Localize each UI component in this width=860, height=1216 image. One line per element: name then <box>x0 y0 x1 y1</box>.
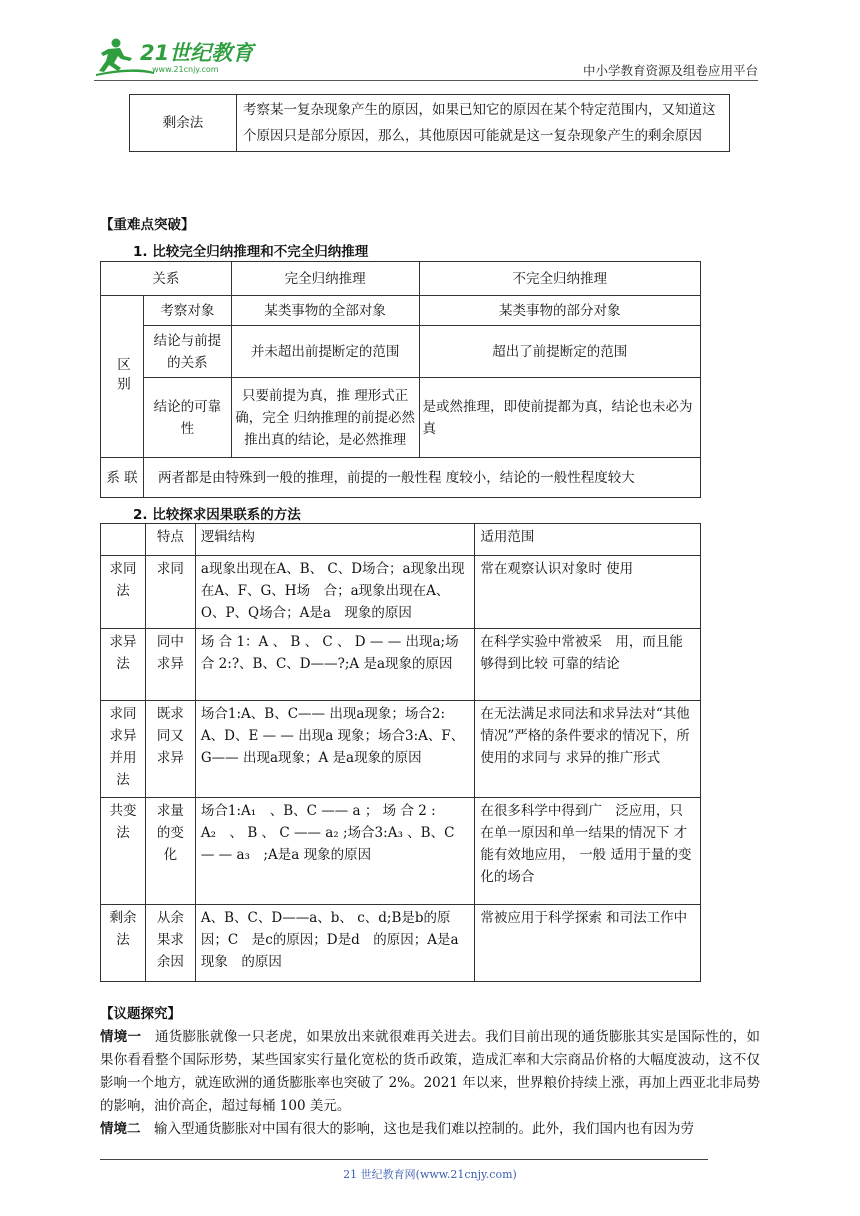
method-name: 求异法 <box>101 629 146 701</box>
row-incomplete: 是或然推理，即使前提都为真，结论也未必为真 <box>419 378 701 458</box>
table-row <box>101 296 701 326</box>
method-structure: 场 合 1：A 、 B 、 C 、 D — — 出现a;场合 2:?、B、C、D——?;A 是a现象的原因 <box>195 629 475 701</box>
method-name: 剩余法 <box>101 905 146 982</box>
row-item: 考察对象 <box>143 296 231 326</box>
table-header-row <box>101 262 701 296</box>
scenario-one-label: 情境一 <box>100 1029 142 1045</box>
table-row <box>101 556 701 629</box>
method-name: 求同法 <box>101 556 146 629</box>
header-incomplete: 不完全归纳推理 <box>419 262 701 296</box>
subheading-induction: 1. 比较完全归纳推理和不完全归纳推理 <box>133 244 369 260</box>
method-feature: 既求同又求异 <box>145 701 195 798</box>
header-structure: 逻辑结构 <box>195 524 475 556</box>
method-name: 共变法 <box>101 798 146 905</box>
logo-url: www.21cnjy.com <box>152 65 219 74</box>
header-divider <box>94 80 758 81</box>
footer-divider <box>100 1159 708 1160</box>
remainder-method-table <box>129 94 730 152</box>
scenario-one <box>100 1026 760 1118</box>
method-feature: 求量的变化 <box>145 798 195 905</box>
table-row <box>101 701 701 798</box>
diff-label: 区别 <box>101 296 144 458</box>
table-row <box>101 326 701 378</box>
row-complete: 某类事物的全部对象 <box>231 296 419 326</box>
table-row <box>101 629 701 701</box>
table-header-row <box>101 524 701 556</box>
row-item: 结论与前提的关系 <box>143 326 231 378</box>
subheading-causal: 2. 比较探求因果联系的方法 <box>133 507 301 523</box>
row-complete: 并未超出前提断定的范围 <box>231 326 419 378</box>
method-feature: 同中求异 <box>145 629 195 701</box>
table-row <box>101 905 701 982</box>
section-title-key-points: 【重难点突破】 <box>100 217 195 233</box>
header-relation: 关系 <box>101 262 232 296</box>
scenario-two-label: 情境二 <box>100 1121 141 1137</box>
section-title-topic-inquiry: 【议题探究】 <box>100 1006 181 1022</box>
header-complete: 完全归纳推理 <box>231 262 419 296</box>
method-scope: 在科学实验中常被采 用，而且能够得到比较 可靠的结论 <box>475 629 701 701</box>
method-scope: 在无法满足求同法和求异法对“其他情况”严格的条件要求的情况下，所使用的求同与 求异的推广形式 <box>475 701 701 798</box>
site-logo <box>94 36 264 78</box>
scenario-two <box>100 1118 760 1141</box>
method-name: 求同求异并用法 <box>101 701 146 798</box>
method-label: 剩余法 <box>130 95 237 152</box>
method-scope: 在很多科学中得到广 泛应用，只在单一原因和单一结果的情况下 才能有效地应用， 一般 适用于量的变化的场合 <box>475 798 701 905</box>
method-scope: 常在观察认识对象时 使用 <box>475 556 701 629</box>
row-incomplete: 超出了前提断定的范围 <box>419 326 701 378</box>
method-description: 考察某一复杂现象产生的原因，如果已知它的原因在某个特定范围内，又知道这个原因只是部分原因，那么，其他原因可能就是这一复杂现象产生的剩余原因 <box>237 95 730 152</box>
platform-name: 中小学教育资源及组卷应用平台 <box>582 63 758 78</box>
row-incomplete: 某类事物的部分对象 <box>419 296 701 326</box>
method-scope: 常被应用于科学探索 和司法工作中 <box>475 905 701 982</box>
scenario-one-text: 通货膨胀就像一只老虎，如果放出来就很难再关进去。我们目前出现的通货膨胀其实是国际性的，如果你看看整个国际形势，某些国家实行量化宽松的货币政策，造成汇率和大宗商品价格的大幅度波动，这不仅影响一个地方，就连欧洲的通货膨胀率也突破了 2%。2021 年以来，世界粮价持续上涨，再加上西亚北非局势的影响，油价高企，超过每桶 100 美元。 <box>100 1029 761 1114</box>
table-row <box>101 798 701 905</box>
method-structure: A、B、C、D——a、b、 c、d;B是b的原因；C 是c的原因；D是d 的原因；A是a现象 的原因 <box>195 905 475 982</box>
table-row <box>101 458 701 498</box>
logo-text: 21世纪教育 <box>140 41 254 65</box>
causal-methods-table <box>100 523 701 982</box>
link-text: 两者都是由特殊到一般的推理，前提的一般性程 度较小，结论的一般性程度较大 <box>143 458 700 498</box>
table-row <box>101 378 701 458</box>
header-cell <box>101 524 146 556</box>
row-complete: 只要前提为真，推 理形式正确，完全 归纳推理的前提必然推出真的结论，是必然推理 <box>231 378 419 458</box>
method-structure: a现象出现在A、B、 C、D场合；a现象出现在A、F、G、H场 合；a现象出现在A、 O、P、Q场合；A是a 现象的原因 <box>195 556 475 629</box>
method-feature: 求同 <box>145 556 195 629</box>
method-feature: 从余果求余因 <box>145 905 195 982</box>
link-label: 系 联 <box>101 458 144 498</box>
header-feature: 特点 <box>145 524 195 556</box>
row-item: 结论的可靠性 <box>143 378 231 458</box>
table-row <box>130 95 730 152</box>
scenario-two-text: 输入型通货膨胀对中国有很大的影响，这也是我们难以控制的。此外，我们国内也有因为劳 <box>140 1121 694 1137</box>
method-structure: 场合1:A₁ 、B、C —— a ； 场 合 2 : A₂ 、 B 、 C —— a₂ ;场合3:A₃ 、B、C — — a₃ ;A是a 现象的原因 <box>195 798 475 905</box>
induction-comparison-table <box>100 261 701 498</box>
method-structure: 场合1:A、B、C—— 出现a现象；场合2: A、D、E — — 出现a 现象；场合3:A、F、 G—— 出现a现象；A 是a现象的原因 <box>195 701 475 798</box>
header-scope: 适用范围 <box>475 524 701 556</box>
footer-link[interactable]: 21 世纪教育网(www.21cnjy.com) <box>343 1168 517 1181</box>
